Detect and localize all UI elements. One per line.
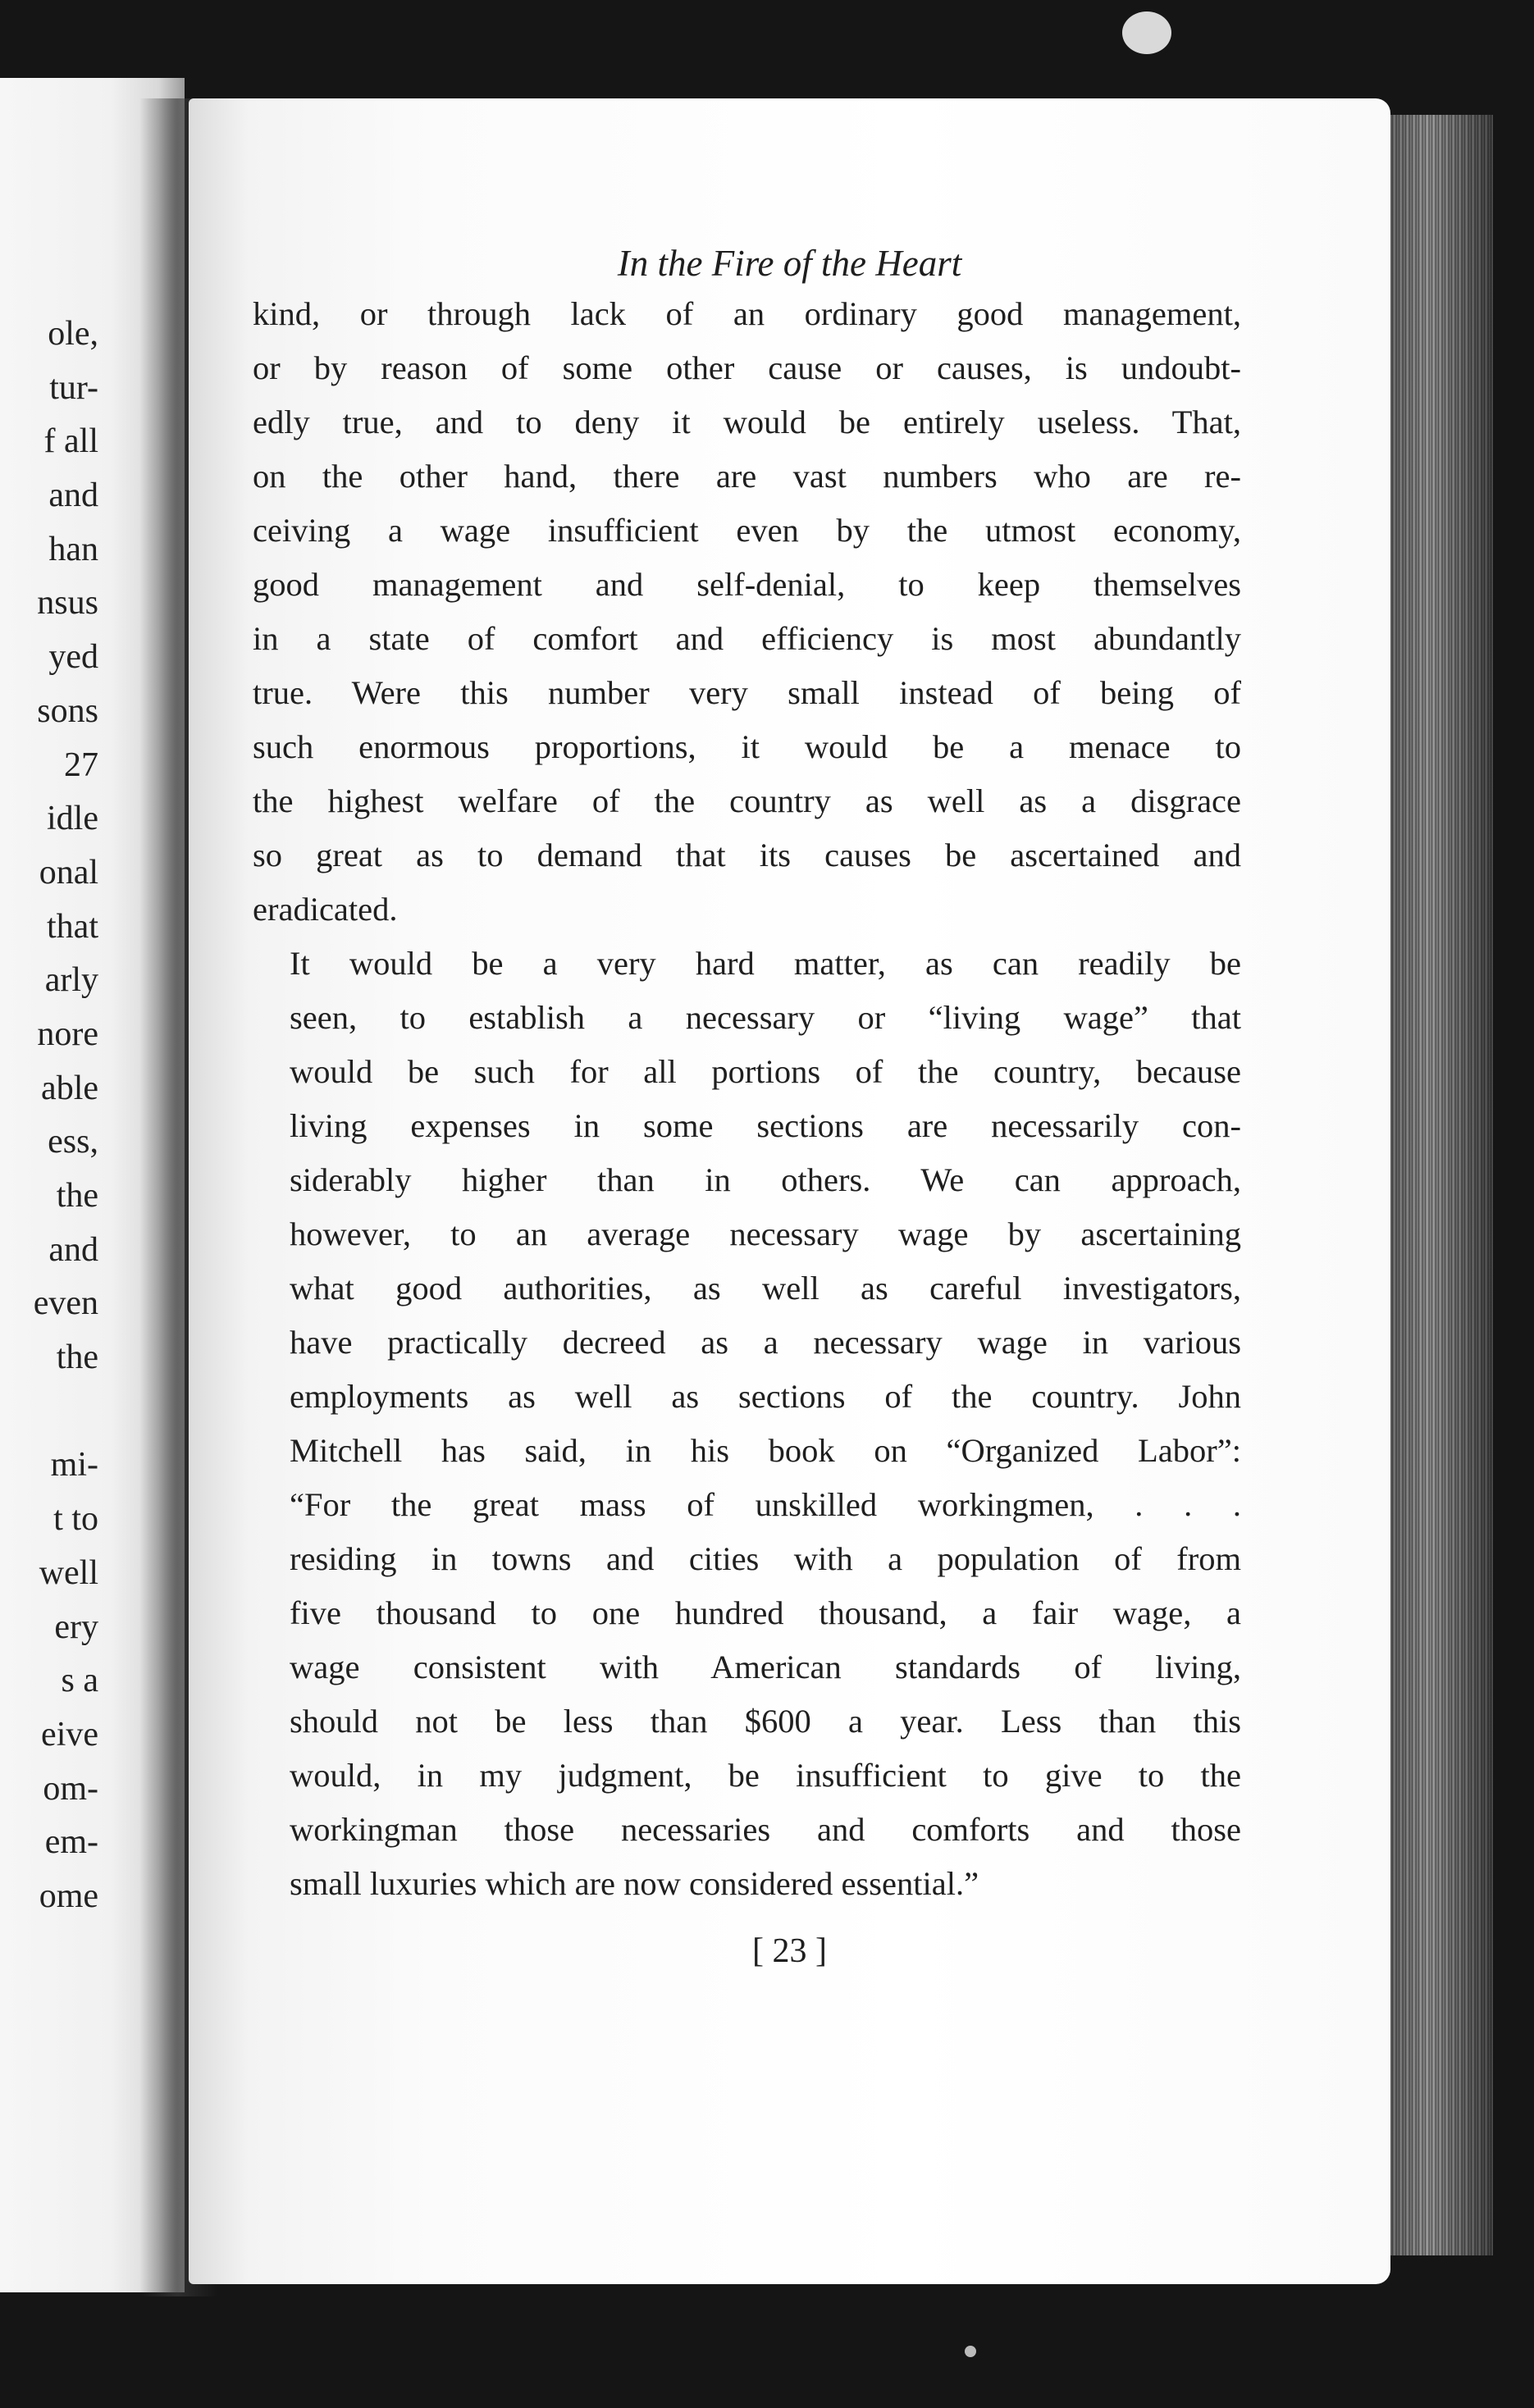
text-line: such enormous proportions, it would be a menace to <box>253 728 1241 765</box>
text-line: would be such for all portions of the country, because <box>290 1053 1241 1090</box>
text-line: have practically decreed as a necessary wage in various <box>290 1324 1241 1361</box>
dust-speck <box>965 2346 976 2357</box>
previous-page-line-ending: sons <box>37 691 98 730</box>
previous-page-line-ending: f all <box>43 422 98 461</box>
previous-page-line-ending: eive <box>41 1715 98 1754</box>
page-number: [ 23 ] <box>752 1932 827 1970</box>
text-line: kind, or through lack of an ordinary good management, <box>253 295 1241 332</box>
previous-page-line-ending: s a <box>61 1662 98 1700</box>
text-line: It would be a very hard matter, as can readily be <box>290 945 1241 982</box>
previous-page-line-ending: able <box>41 1069 98 1107</box>
previous-page-line-ending: ole, <box>48 315 98 353</box>
previous-page-line-ending: tur- <box>49 368 98 407</box>
previous-page-line-ending: mi- <box>50 1446 98 1484</box>
text-line: small luxuries which are now considered essential.” <box>290 1865 979 1902</box>
previous-page-line-ending: and <box>48 477 98 515</box>
text-line: in a state of comfort and efficiency is most abundantly <box>253 620 1241 657</box>
previous-page-line-ending: nsus <box>37 584 98 623</box>
body-text <box>253 287 1241 1911</box>
text-line: true. Were this number very small instead of being of <box>253 674 1241 711</box>
previous-page-line-ending: well <box>39 1553 98 1592</box>
text-line: wage consistent with American standards of living, <box>290 1649 1241 1685</box>
previous-page-line-ending: nore <box>37 1015 98 1053</box>
text-line: employments as well as sections of the country. John <box>290 1378 1241 1415</box>
previous-page-line-ending: t to <box>53 1500 98 1539</box>
text-line: on the other hand, there are vast numbers who are re- <box>253 458 1241 495</box>
text-line: “For the great mass of unskilled workingmen, . . . <box>290 1486 1241 1523</box>
text-line: residing in towns and cities with a population of from <box>290 1540 1241 1577</box>
previous-page-line-ending: and <box>48 1230 98 1269</box>
current-page <box>189 98 1390 2284</box>
paragraph-2 <box>253 937 1241 1911</box>
text-line: so great as to demand that its causes be ascertained and <box>253 837 1241 873</box>
text-line: ceiving a wage insufficient even by the utmost economy, <box>253 512 1241 549</box>
dust-speck <box>1122 11 1171 54</box>
previous-page-line-ending: that <box>47 907 98 946</box>
text-line: edly true, and to deny it would be entirely useless. That, <box>253 404 1241 440</box>
previous-page-line-ending: even <box>33 1284 98 1323</box>
previous-page-line-ending: the <box>56 1177 98 1215</box>
text-line: should not be less than $600 a year. Less than this <box>290 1703 1241 1740</box>
previous-page-line-ending: arly <box>44 961 98 1000</box>
text-line: the highest welfare of the country as well as a disgrace <box>253 782 1241 819</box>
previous-page-line-endings <box>34 308 98 1924</box>
previous-page-line-ending: the <box>56 1339 98 1377</box>
previous-page-line-ending: 27 <box>64 746 98 784</box>
previous-page-line-ending: han <box>48 530 98 568</box>
page-edges-shade <box>1386 115 1493 2255</box>
text-line: Mitchell has said, in his book on “Organized Labor”: <box>290 1432 1241 1469</box>
previous-page-line-ending: idle <box>47 800 98 838</box>
text-line: good management and self-denial, to keep themselves <box>253 566 1241 603</box>
previous-page-line-ending <box>34 1385 98 1439</box>
previous-page-line-ending: om- <box>43 1769 98 1808</box>
text-line: seen, to establish a necessary or “living wage” that <box>290 999 1241 1036</box>
text-line: living expenses in some sections are necessarily con- <box>290 1107 1241 1144</box>
previous-page-line-ending: onal <box>39 853 98 892</box>
text-line: however, to an average necessary wage by ascertaining <box>290 1215 1241 1252</box>
previous-page-line-ending: ess, <box>48 1123 98 1161</box>
text-line: what good authorities, as well as careful investigators, <box>290 1270 1241 1307</box>
previous-page-line-ending: em- <box>44 1823 98 1862</box>
text-line: five thousand to one hundred thousand, a fair wage, a <box>290 1594 1241 1631</box>
text-line: siderably higher than in others. We can approach, <box>290 1161 1241 1198</box>
text-line: workingman those necessaries and comforts and those <box>290 1811 1241 1848</box>
running-head: In the Fire of the Heart <box>617 243 962 284</box>
text-line: or by reason of some other cause or causes, is undoubt- <box>253 349 1241 386</box>
paragraph-1 <box>253 287 1241 937</box>
text-line: eradicated. <box>253 891 398 928</box>
text-line: would, in my judgment, be insufficient to give to the <box>290 1757 1241 1794</box>
previous-page-line-ending: yed <box>48 638 98 677</box>
previous-page-line-ending: ome <box>39 1877 98 1915</box>
previous-page-line-ending: ery <box>54 1608 98 1646</box>
